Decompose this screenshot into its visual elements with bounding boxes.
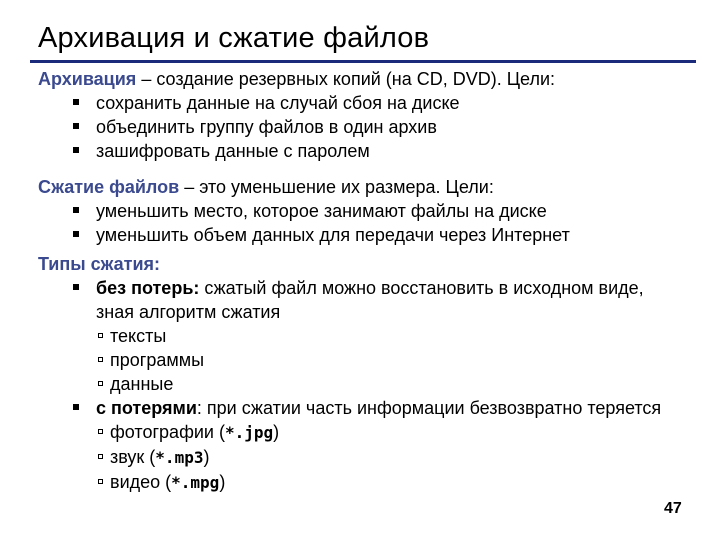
compression-goal: уменьшить объем данных для передачи через Интернет	[38, 223, 688, 247]
lossy-item	[38, 396, 666, 420]
lossless-example: данные	[38, 372, 688, 396]
archiving-heading	[38, 67, 688, 91]
archiving-goal: объединить группу файлов в один архив	[38, 115, 688, 139]
lossy-example: фотографии (*.jpg)	[38, 420, 688, 445]
lossless-item	[38, 276, 666, 324]
lossless-label: без потерь:	[96, 278, 200, 298]
square-bullet-icon	[73, 404, 79, 410]
archiving-definition: – создание резервных копий (на CD, DVD). Цели:	[136, 69, 556, 89]
hollow-square-bullet-icon	[98, 357, 103, 362]
compression-heading	[38, 175, 688, 199]
compression-term: Сжатие файлов	[38, 177, 180, 197]
compression-goal: уменьшить место, которое занимают файлы на диске	[38, 199, 688, 223]
archiving-term: Архивация	[38, 69, 137, 89]
square-bullet-icon	[73, 231, 79, 237]
square-bullet-icon	[73, 99, 79, 105]
square-bullet-icon	[73, 147, 79, 153]
square-bullet-icon	[73, 207, 79, 213]
hollow-square-bullet-icon	[98, 454, 103, 459]
lossy-label: с потерями	[96, 398, 197, 418]
lossless-example: тексты	[38, 324, 688, 348]
hollow-square-bullet-icon	[98, 429, 103, 434]
slide-title: Архивация и сжатие файлов	[38, 22, 430, 54]
compression-definition: – это уменьшение их размера. Цели:	[179, 177, 494, 197]
compression-types-heading: Типы сжатия:	[38, 254, 161, 274]
page-number: 47	[664, 500, 682, 517]
square-bullet-icon	[73, 123, 79, 129]
square-bullet-icon	[73, 284, 79, 290]
lossless-text: сжатый файл можно восстановить в исходном виде, зная алгоритм сжатия	[96, 278, 644, 322]
hollow-square-bullet-icon	[98, 381, 103, 386]
title-divider	[30, 60, 696, 63]
lossy-example: видео (*.mpg)	[38, 470, 688, 495]
archiving-goal: сохранить данные на случай сбоя на диске	[38, 91, 688, 115]
hollow-square-bullet-icon	[98, 479, 103, 484]
lossless-example: программы	[38, 348, 688, 372]
lossy-text: : при сжатии часть информации безвозвратно теряется	[196, 398, 662, 418]
lossy-example: звук (*.mp3)	[38, 445, 688, 470]
slide-content	[38, 67, 688, 495]
hollow-square-bullet-icon	[98, 333, 103, 338]
archiving-goal: зашифровать данные с паролем	[38, 139, 688, 163]
